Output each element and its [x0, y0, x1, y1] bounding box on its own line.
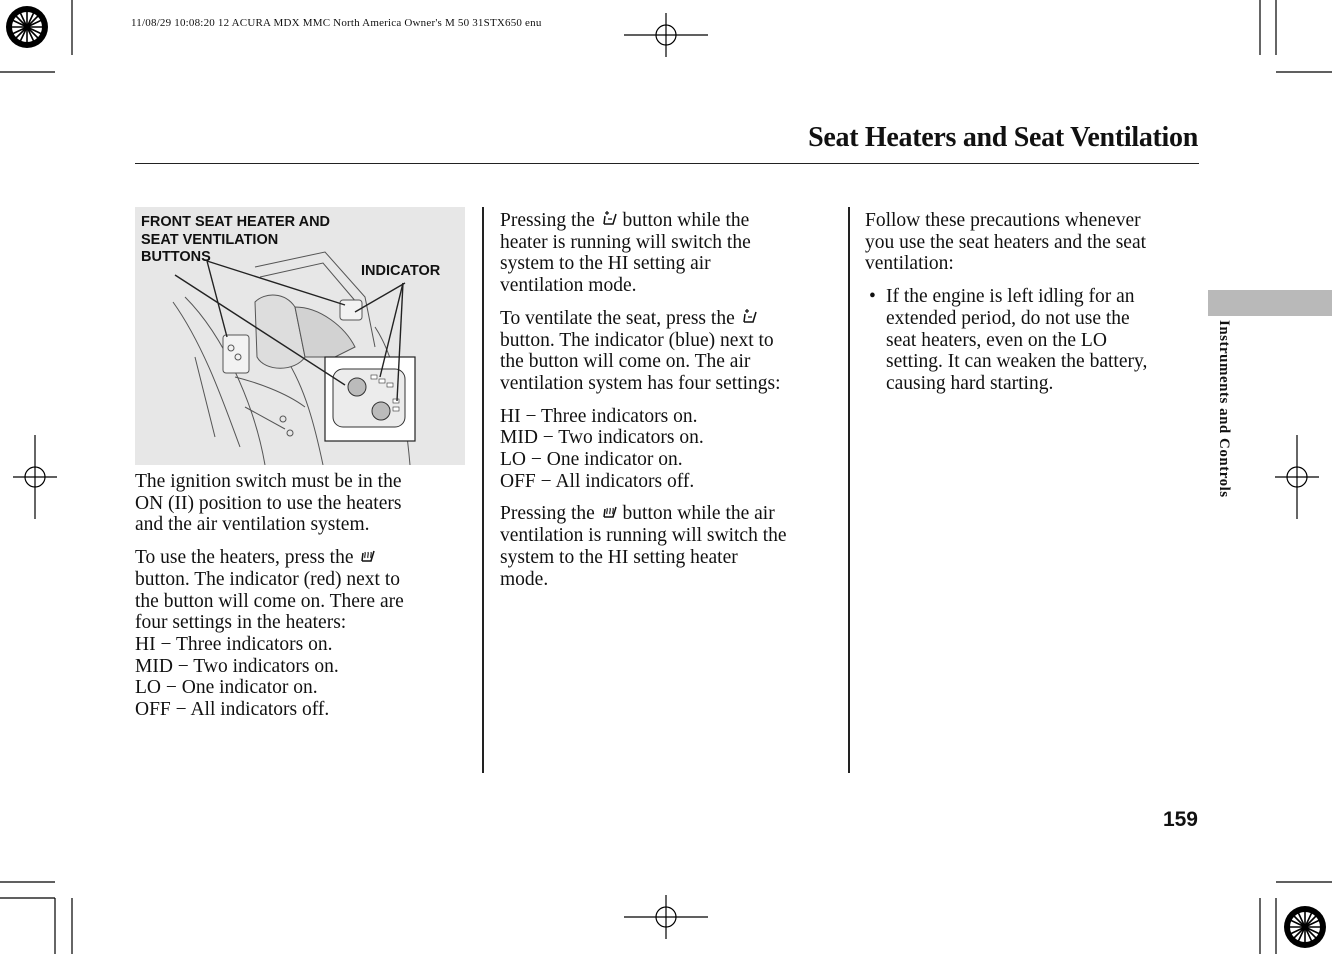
seat-ventilation-icon [740, 308, 758, 326]
column-2 [500, 210, 830, 601]
bullet-marker: • [869, 286, 876, 308]
text-line: four settings in the heaters: [135, 612, 347, 634]
setting-line: HI − Three indicators on. [135, 633, 333, 655]
column-divider [848, 207, 850, 773]
text-line: ON (II) position to use the heaters [135, 492, 402, 514]
setting-line: OFF − All indicators off. [500, 470, 695, 492]
text-line: the button will come on. There are [135, 590, 404, 612]
precautions-intro [865, 210, 1200, 275]
figure-label-line: SEAT VENTILATION [141, 231, 279, 248]
text-line: system to the HI setting heater [500, 546, 738, 568]
text-line: button. The indicator (blue) next to [500, 329, 774, 351]
title-rule [135, 163, 1199, 164]
seat-heater-icon [600, 503, 618, 521]
text-line: mode. [500, 568, 549, 590]
ignition-paragraph [135, 471, 465, 536]
text-line: and the air ventilation system. [135, 514, 370, 536]
text-line: Pressing the [500, 210, 595, 231]
print-info: 11/08/29 10:08:20 12 ACURA MDX MMC North America Owner's M 50 31STX650 enu [131, 17, 542, 29]
text-line: ventilation system has four settings: [500, 372, 781, 394]
column-1 [135, 471, 465, 721]
text-line: extended period, do not use the [886, 307, 1130, 329]
figure-label-line: FRONT SEAT HEATER AND [141, 214, 331, 230]
text-line: button while the [622, 210, 750, 231]
text-line: button. The indicator (red) next to [135, 568, 400, 590]
figure-label-indicator: INDICATOR [361, 263, 441, 279]
vent-settings [500, 406, 830, 493]
text-line: the button will come on. The air [500, 351, 751, 373]
setting-line: MID − Two indicators on. [135, 655, 339, 677]
text-line: To ventilate the seat, press the [500, 307, 735, 329]
text-line: ventilation mode. [500, 275, 637, 297]
precaution-bullet [865, 286, 1200, 395]
page-number: 159 [1162, 808, 1198, 831]
seat-ventilation-icon [600, 210, 618, 228]
setting-line: HI − Three indicators on. [500, 405, 698, 427]
heater-paragraph [135, 547, 465, 721]
text-line: you use the seat heaters and the seat [865, 231, 1147, 253]
text-line: ventilation: [865, 253, 954, 275]
text-line: causing hard starting. [886, 372, 1054, 394]
text-line: If the engine is left idling for an [886, 286, 1135, 308]
section-label: Instruments and Controls [1216, 320, 1232, 498]
text-line: heater is running will switch the [500, 231, 751, 253]
text-line: system to the HI setting air [500, 253, 711, 275]
figure-label-line: BUTTONS [141, 249, 211, 265]
section-tab [1208, 290, 1332, 316]
text-line: Follow these precautions whenever [865, 210, 1141, 231]
page-title: Seat Heaters and Seat Ventilation [808, 122, 1198, 153]
column-divider [482, 207, 484, 773]
pressing-vent-paragraph [500, 210, 830, 297]
figure-label-buttons [141, 214, 330, 267]
text-line: To use the heaters, press the [135, 547, 354, 569]
text-line: button while the air [622, 503, 775, 525]
text-line: Pressing the [500, 503, 595, 525]
seat-heater-icon [358, 547, 376, 565]
text-line: seat heaters, even on the LO [886, 329, 1107, 351]
column-3 [865, 210, 1200, 395]
console-illustration [135, 207, 465, 465]
setting-line: OFF − All indicators off. [135, 699, 330, 721]
pressing-heater-paragraph [500, 503, 830, 590]
setting-line: LO − One indicator on. [135, 677, 318, 699]
text-line: setting. It can weaken the battery, [886, 351, 1148, 373]
setting-line: MID − Two indicators on. [500, 427, 704, 449]
text-line: The ignition switch must be in the [135, 471, 402, 492]
text-line: ventilation is running will switch the [500, 525, 787, 547]
ventilate-paragraph [500, 308, 830, 395]
setting-line: LO − One indicator on. [500, 449, 683, 471]
